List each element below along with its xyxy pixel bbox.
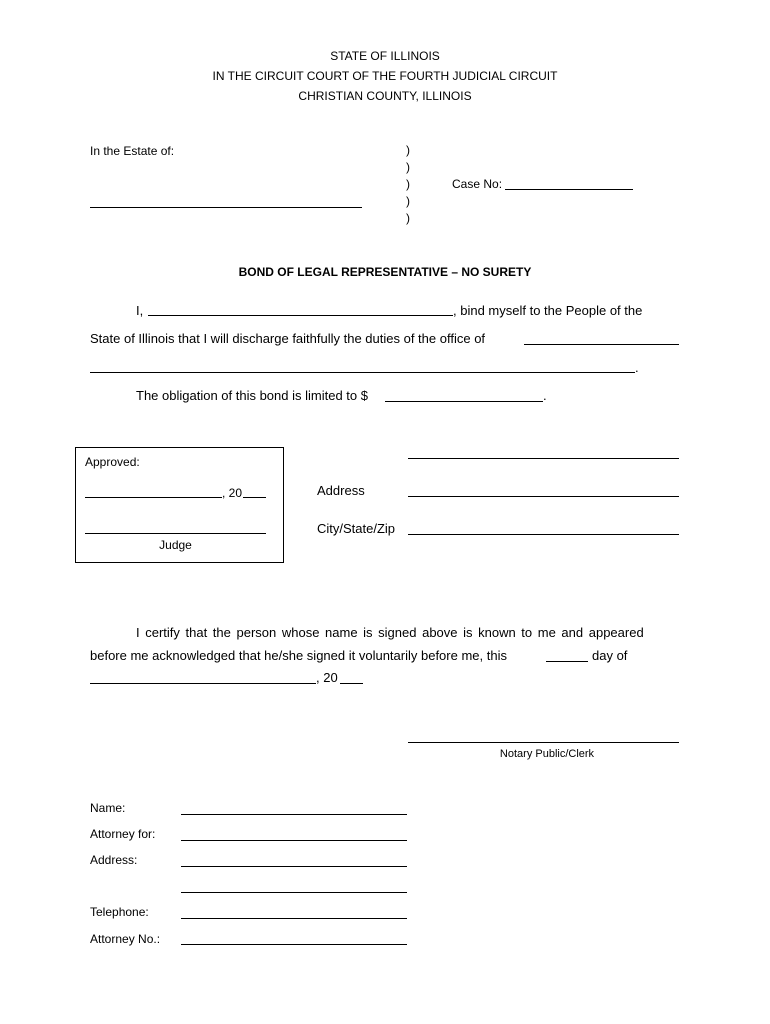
estate-label: In the Estate of: — [90, 144, 175, 158]
attorney-name-line[interactable] — [181, 814, 407, 815]
caption-paren-2: ) — [406, 160, 410, 174]
address-line[interactable] — [408, 496, 679, 497]
signature-line[interactable] — [408, 458, 679, 459]
i-label: I, — [136, 303, 144, 318]
attorney-address-line-1[interactable] — [181, 866, 407, 867]
attorney-address-line-2[interactable] — [181, 892, 407, 893]
attorney-number-line[interactable] — [181, 944, 407, 945]
attorney-address-label: Address: — [90, 853, 138, 867]
approved-year-line[interactable] — [243, 497, 266, 498]
certify-month-line[interactable] — [90, 683, 316, 684]
representative-name-line[interactable] — [148, 315, 453, 316]
approved-year-prefix: , 20 — [222, 486, 243, 500]
certify-year-prefix: , 20 — [316, 670, 338, 685]
notary-label: Notary Public/Clerk — [499, 748, 595, 760]
attorney-telephone-label: Telephone: — [90, 905, 149, 919]
caption-paren-5: ) — [406, 211, 410, 225]
attorney-for-line[interactable] — [181, 840, 407, 841]
office-line-2[interactable] — [90, 372, 635, 373]
address-label: Address — [317, 483, 365, 498]
case-no-line[interactable] — [505, 189, 633, 190]
certify-day-line[interactable] — [546, 661, 588, 662]
office-period: . — [635, 360, 639, 375]
caption-paren-3: ) — [406, 177, 410, 191]
attorney-telephone-line[interactable] — [181, 918, 407, 919]
certify-line-1: I certify that the person whose name is signed above is known to me and appeared — [136, 625, 644, 640]
estate-name-line[interactable] — [90, 207, 362, 208]
approved-date-line[interactable] — [85, 497, 222, 498]
case-no-label: Case No: — [452, 177, 503, 191]
discharge-text: State of Illinois that I will discharge faithfully the duties of the office of — [90, 331, 486, 346]
header-state: STATE OF ILLINOIS — [330, 49, 440, 63]
office-line-1[interactable] — [524, 344, 679, 345]
certify-line-2b: day of — [592, 648, 628, 663]
obligation-period: . — [543, 388, 547, 403]
bond-amount-line[interactable] — [385, 401, 543, 402]
certify-line-2a: before me acknowledged that he/she signed it voluntarily before me, this — [90, 648, 507, 663]
city-state-zip-line[interactable] — [408, 534, 679, 535]
certify-year-line[interactable] — [340, 683, 363, 684]
attorney-for-label: Attorney for: — [90, 827, 156, 841]
header-court: IN THE CIRCUIT COURT OF THE FOURTH JUDICIAL CIRCUIT — [212, 69, 558, 83]
judge-label: Judge — [159, 538, 192, 552]
approved-label: Approved: — [85, 455, 140, 469]
attorney-name-label: Name: — [90, 801, 126, 815]
obligation-text: The obligation of this bond is limited to $ — [136, 388, 368, 403]
bind-text: , bind myself to the People of the — [453, 303, 643, 318]
caption-paren-1: ) — [406, 143, 410, 157]
caption-paren-4: ) — [406, 194, 410, 208]
document-title: BOND OF LEGAL REPRESENTATIVE – NO SURETY — [238, 265, 532, 279]
city-state-zip-label: City/State/Zip — [317, 521, 396, 536]
header-county: CHRISTIAN COUNTY, ILLINOIS — [298, 89, 472, 103]
judge-signature-line[interactable] — [85, 533, 266, 534]
attorney-number-label: Attorney No.: — [90, 932, 161, 946]
notary-signature-line[interactable] — [408, 742, 679, 743]
